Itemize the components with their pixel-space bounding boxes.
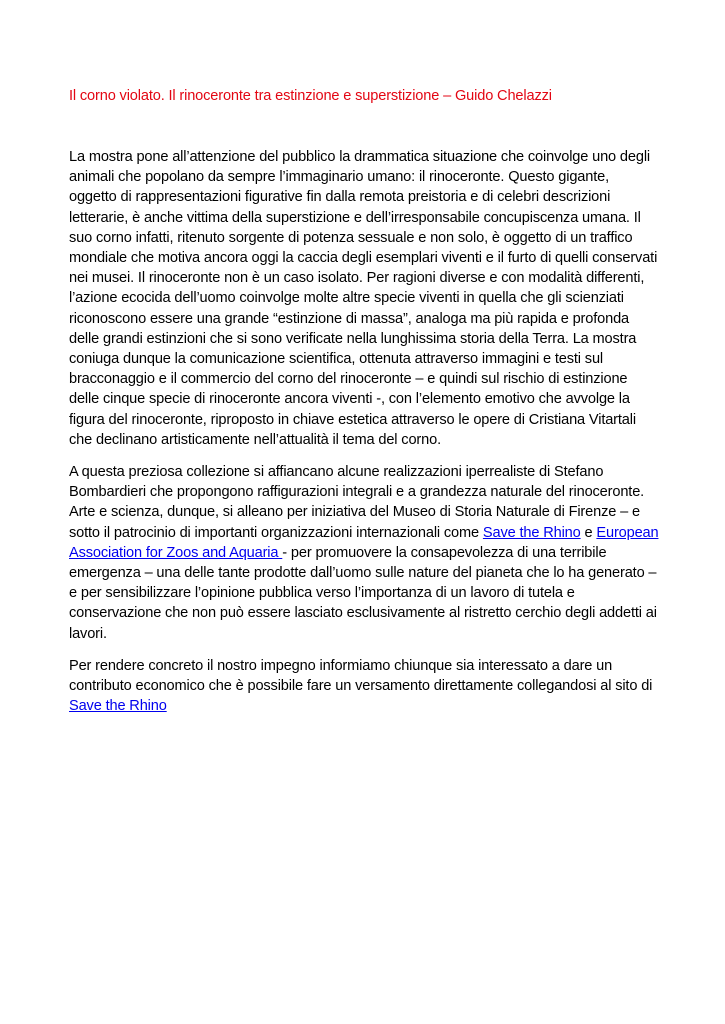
paragraph-collection-text-1: A questa preziosa collezione si affiancano alcune realizzazioni iperrealiste di Stefano Bombardieri che propongono raffigurazioni integrali e a grandezza naturale del rinoceronte. Arte e scienza, dunque, si alleano per iniziativa del Museo di Storia Naturale di Firenze – e sotto il patrocinio di importanti organizzazioni internazionali come (69, 464, 645, 541)
document-page (69, 86, 659, 716)
document-title: Il corno violato. Il rinoceronte tra estinzione e superstizione – Guido Chelazzi (69, 88, 552, 104)
paragraph-donation (69, 656, 659, 717)
save-the-rhino-donation-link[interactable]: Save the Rhino (69, 698, 167, 715)
paragraph-collection (69, 462, 659, 644)
paragraph-intro: La mostra pone all’attenzione del pubblico la drammatica situazione che coinvolge uno degli animali che popolano da sempre l’immaginario umano: il rinoceronte. Questo gigante, oggetto di rappresentazioni figurative fin dalla remota preistoria e di celebri descrizioni letterarie, è anche vittima della superstizione e dell’irresponsabile concupiscenza umana. Il suo corno infatti, ritenuto sorgente di potenza sessuale e non solo, è oggetto di un traffico mondiale che motiva ancora oggi la caccia degli esemplari viventi e il furto di quelli conservati nei musei. Il rinoceronte non è un caso isolato. Per ragioni diverse e con modalità differenti, l’azione ecocida dell’uomo coinvolge molte altre specie viventi in quella che gli scienziati riconoscono essere una grande “estinzione di massa”, analoga ma più rapida e profonda delle grandi estinzioni che si sono verificate nella lunghissima storia della Terra. La mostra coniuga dunque la comunicazione scientifica, ottenuta attraverso immagini e testi sul bracconaggio e il commercio del corno del rinoceronte – e quindi sul rischio di estinzione delle cinque specie di rinoceronte ancora viventi -, con l’elemento emotivo che avvolge la figura del rinoceronte, riproposto in chiave estetica attraverso le opere di Cristiana Vitartali che declinano artisticamente nell’attualità il tema del corno. (69, 149, 658, 448)
save-the-rhino-link[interactable]: Save the Rhino (482, 524, 581, 541)
paragraph-collection-text-3: - per promuovere la consapevolezza di una terribile emergenza – una delle tante prodotte dall’uomo sulle nature del pianeta che lo ha generato – e per sensibilizzare l’opinione pubblica verso l’importanza di un lavoro di tutela e conservazione che non può essere lasciato esclusivamente al ristretto cerchio degli addetti ai lavori. (69, 544, 657, 642)
eaza-link[interactable]: European Association for Zoos and Aquaria (69, 524, 659, 561)
paragraph-collection-text-2: e (580, 524, 597, 541)
paragraph-donation-text: Per rendere concreto il nostro impegno informiamo chiunque sia interessato a dare un contributo economico che è possibile fare un versamento direttamente collegandosi al sito di (69, 657, 653, 695)
